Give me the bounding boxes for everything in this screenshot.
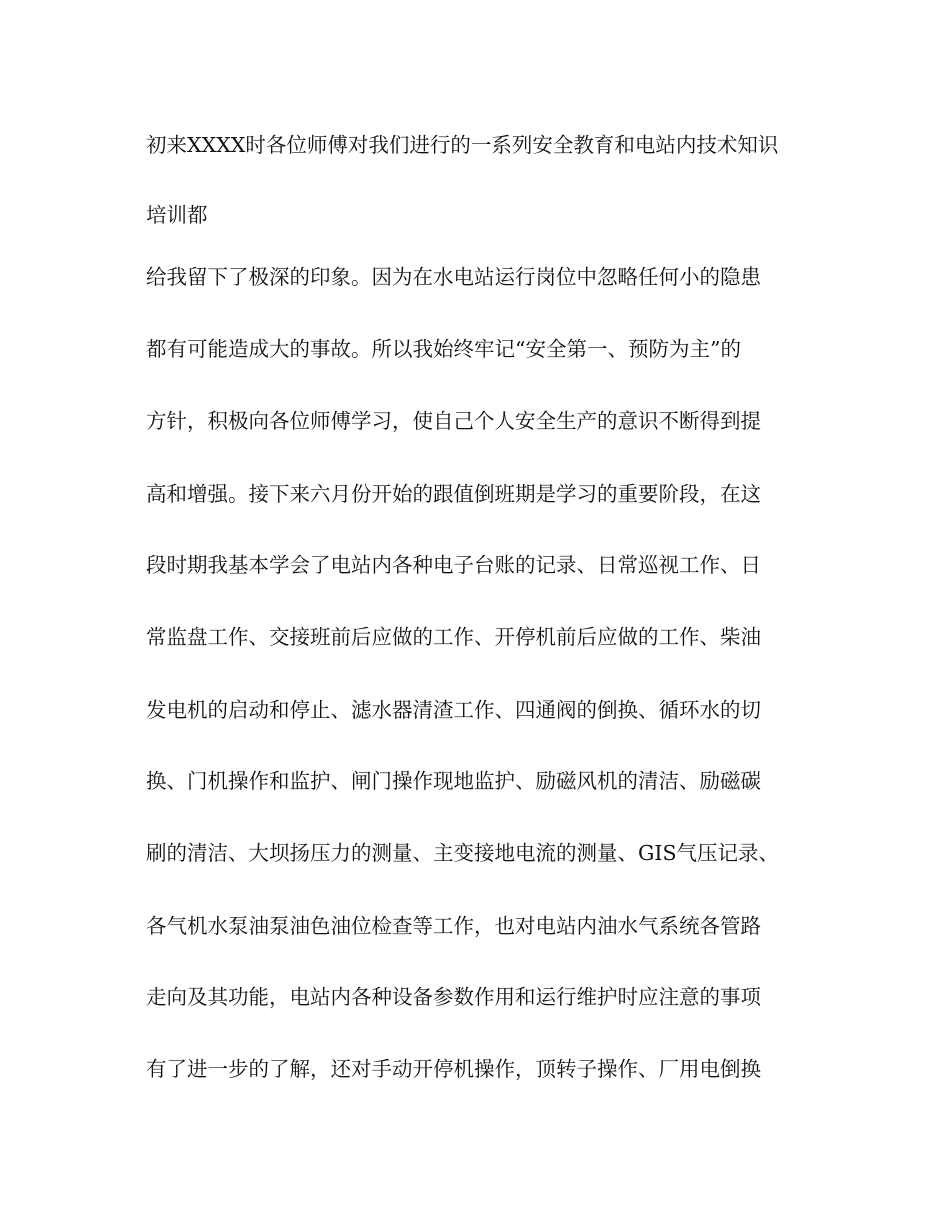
text-line: 发电机的启动和停止、滤水器清渣工作、四通阀的倒换、循环水的切 bbox=[146, 698, 761, 722]
text-line: 方针，积极向各位师傅学习，使自己个人安全生产的意识不断得到提 bbox=[146, 409, 761, 433]
text-line: 初来XXXX时各位师傅对我们进行的一系列安全教育和电站内技术知识 bbox=[146, 133, 779, 157]
text-line: 给我留下了极深的印象。因为在水电站运行岗位中忽略任何小的隐患 bbox=[146, 265, 761, 289]
text-line: 培训都 bbox=[146, 203, 208, 227]
text-line: 走向及其功能，电站内各种设备参数作用和运行维护时应注意的事项 bbox=[146, 985, 761, 1009]
text-line: 各气机水泵油泵油色油位检查等工作，也对电站内油水气系统各管路 bbox=[146, 914, 761, 938]
text-line: 有了进一步的了解，还对手动开停机操作，顶转子操作、厂用电倒换 bbox=[146, 1057, 761, 1081]
text-line: 换、门机操作和监护、闸门操作现地监护、励磁风机的清洁、励磁碳 bbox=[146, 769, 761, 793]
text-line: 段时期我基本学会了电站内各种电子台账的记录、日常巡视工作、日 bbox=[146, 553, 761, 577]
text-line: 都有可能造成大的事故。所以我始终牢记“安全第一、预防为主”的 bbox=[146, 337, 741, 361]
text-line: 刷的清洁、大坝扬压力的测量、主变接地电流的测量、GIS气压记录、 bbox=[146, 841, 780, 865]
text-line: 常监盘工作、交接班前后应做的工作、开停机前后应做的工作、柴油 bbox=[146, 625, 761, 649]
text-line: 高和增强。接下来六月份开始的跟值倒班期是学习的重要阶段，在这 bbox=[146, 482, 761, 506]
